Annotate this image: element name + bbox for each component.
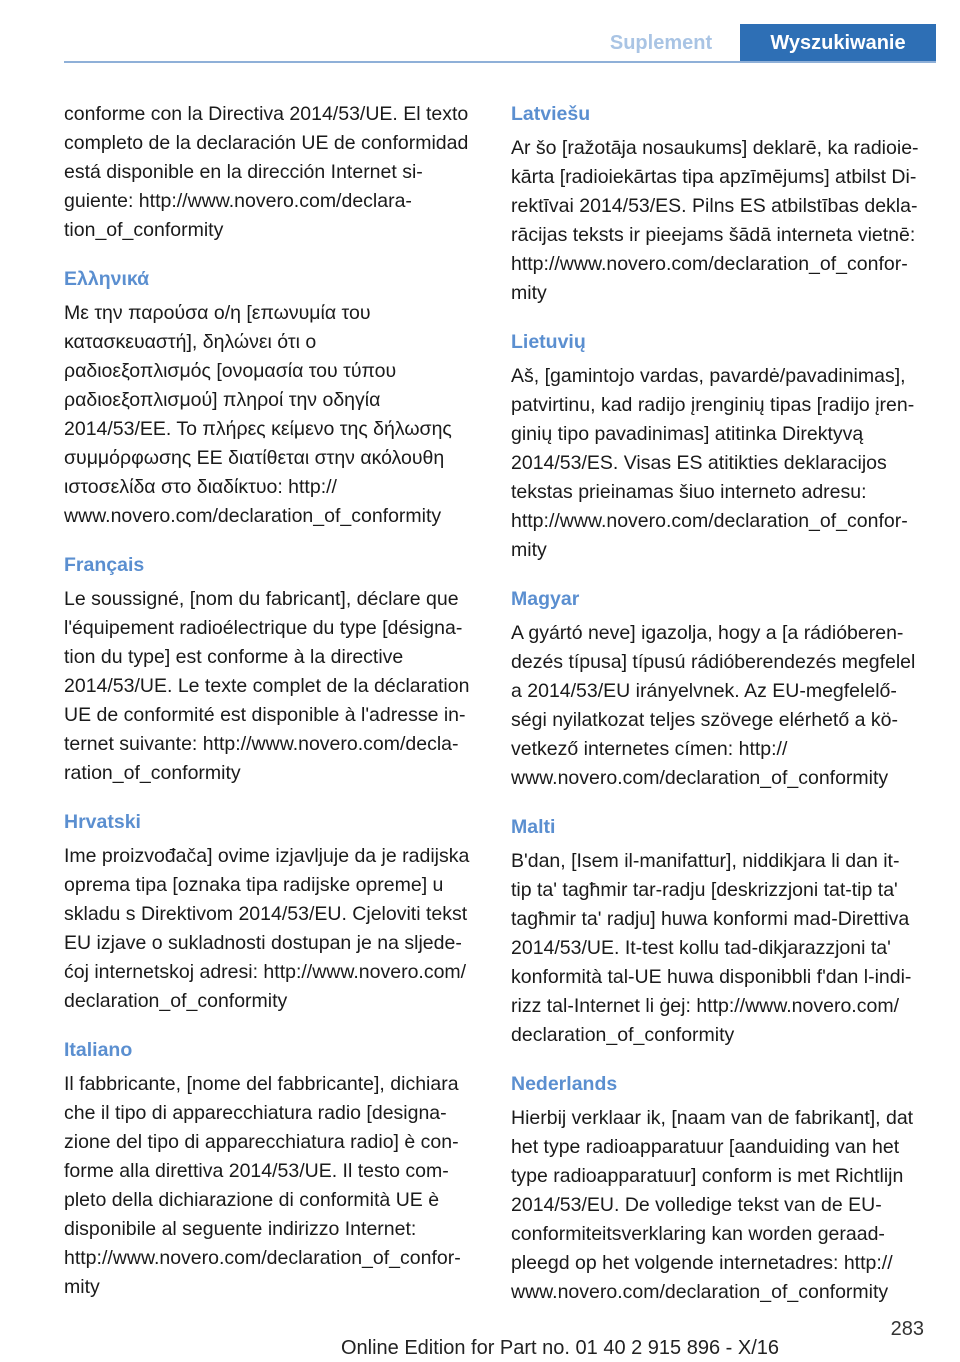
- section-heading-hungarian: Magyar: [511, 588, 580, 610]
- section-text-hungarian: A gyártó neve] igazolja, hogy a [a rádióberen‐ dezés típusa] típusú rádióberendezés megfelel a 2014/53/EU irányelvnek. Az EU-megfelelő‐ ségi nyilatkozat teljes szövege elérhető a kö‐ vetkező internetes címen: http:// www.novero.com/declaration_of_conformity: [511, 622, 916, 789]
- section-heading-dutch: Nederlands: [511, 1073, 618, 1095]
- section-text-lithuanian: Aš, [gamintojo vardas, pavardė/pavadinimas], patvirtinu, kad radijo įrenginių tipas [radijo įren‐ ginių tipo pavadinimas] atitinka Direktyvą 2014/53/ES. Visas ES atitikties deklaracijos tekstas prieinamas šiuo interneto adresu: http://www.novero.com/declaration_of_confor‐ mity: [511, 365, 915, 561]
- section-heading-lithuanian: Lietuvių: [511, 331, 586, 353]
- section-text-french: Le soussigné, [nom du fabricant], déclare que l'équipement radioélectrique du type [désigna‐ tion du type] est conforme à la directive 2014/53/UE. Le texte complet de la déclaration UE de conformité est disponible à l'adresse in‐ ternet suivante: http://www.novero.com/decla‐ ration_of_conformity: [64, 588, 470, 784]
- header-divider: [64, 61, 936, 63]
- footer-edition-text: Online Edition for Part no. 01 40 2 915 896 - X/16: [340, 1337, 780, 1359]
- header-tabs: [582, 24, 936, 62]
- intro-paragraph: conforme con la Directiva 2014/53/UE. El texto completo de la declaración UE de conformidad está disponible en la dirección Internet si‐ guiente: http://www.novero.com/declara‐ tion_of_conformity: [64, 103, 469, 241]
- section-text-croatian: Ime proizvođača] ovime izjavljuje da je radijska oprema tipa [oznaka tipa radijske opreme] u skladu s Direktivom 2014/53/EU. Cjeloviti tekst EU izjave o sukladnosti dostupan je na sljede‐ ćoj internetskoj adresi: http://www.novero.com/ declaration_of_conformity: [64, 845, 470, 1012]
- tab-suplement[interactable]: Suplement: [582, 24, 740, 62]
- section-text-italian: Il fabbricante, [nome del fabbricante], dichiara che il tipo di apparecchiatura radio [designa‐ zione del tipo di apparecchiatura radio] è con‐ forme alla direttiva 2014/53/UE. Il testo com‐ pleto della dichiarazione di conformità UE è disponibile al seguente indirizzo Internet: http://www.novero.com/declaration_of_confor‐ mity: [64, 1073, 461, 1298]
- section-heading-latvian: Latviešu: [511, 103, 591, 125]
- section-heading-italian: Italiano: [64, 1039, 133, 1061]
- footer-edition: [0, 1337, 960, 1360]
- right-column: [511, 100, 931, 1307]
- section-text-dutch: Hierbij verklaar ik, [naam van de fabrikant], dat het type radioapparatuur [aanduiding van het type radioapparatuur] conform is met Richtlijn 2014/53/EU. De volledige tekst van de EU- conformiteitsverklaring kan worden geraad‐ pleegd op het volgende internetadres: http:// www.novero.com/declaration_of_conformity: [511, 1107, 914, 1303]
- page-number: 283: [890, 1318, 924, 1340]
- section-heading-french: Français: [64, 554, 145, 576]
- section-text-latvian: Ar šo [ražotāja nosaukums] deklarē, ka radioie‐ kārta [radioiekārtas tipa apzīmējums] atbilst Di‐ rektīvai 2014/53/ES. Pilns ES atbilstības dekla‐ rācijas teksts ir pieejams šādā interneta vietnē: http://www.novero.com/declaration_of_confor‐ mity: [511, 137, 919, 304]
- left-column: [64, 100, 488, 1302]
- section-text-maltese: B'dan, [Isem il-manifattur], niddikjara li dan it- tip ta' tagħmir tar-radju [deskrizzjoni tat-tip ta' tagħmir ta' radju] huwa konformi mad-Direttiva 2014/53/UE. It-test kollu tad-dikjarazzjoni ta' konformità tal-UE huwa disponibbli f'dan l-indi‐ rizz tal-Internet li ġej: http://www.novero.com/ declaration_of_conformity: [511, 850, 912, 1046]
- section-heading-croatian: Hrvatski: [64, 811, 141, 833]
- section-heading-greek: Ελληνικά: [64, 268, 150, 290]
- tab-wyszukiwanie[interactable]: Wyszukiwanie: [740, 24, 936, 62]
- section-heading-maltese: Malti: [511, 816, 556, 838]
- section-text-greek: Με την παρούσα ο/η [επωνυμία του κατασκευαστή], δηλώνει ότι ο ραδιοεξοπλισμός [ονομασία του τύπου ραδιοεξοπλισμού] πληροί την οδηγία 2014/53/ΕΕ. Το πλήρες κείμενο της δήλωσης συμμόρφωσης ΕΕ διατίθεται στην ακόλουθη ιστοσελίδα στο διαδίκτυο: http:// www.novero.com/declaration_of_conformity: [64, 302, 452, 527]
